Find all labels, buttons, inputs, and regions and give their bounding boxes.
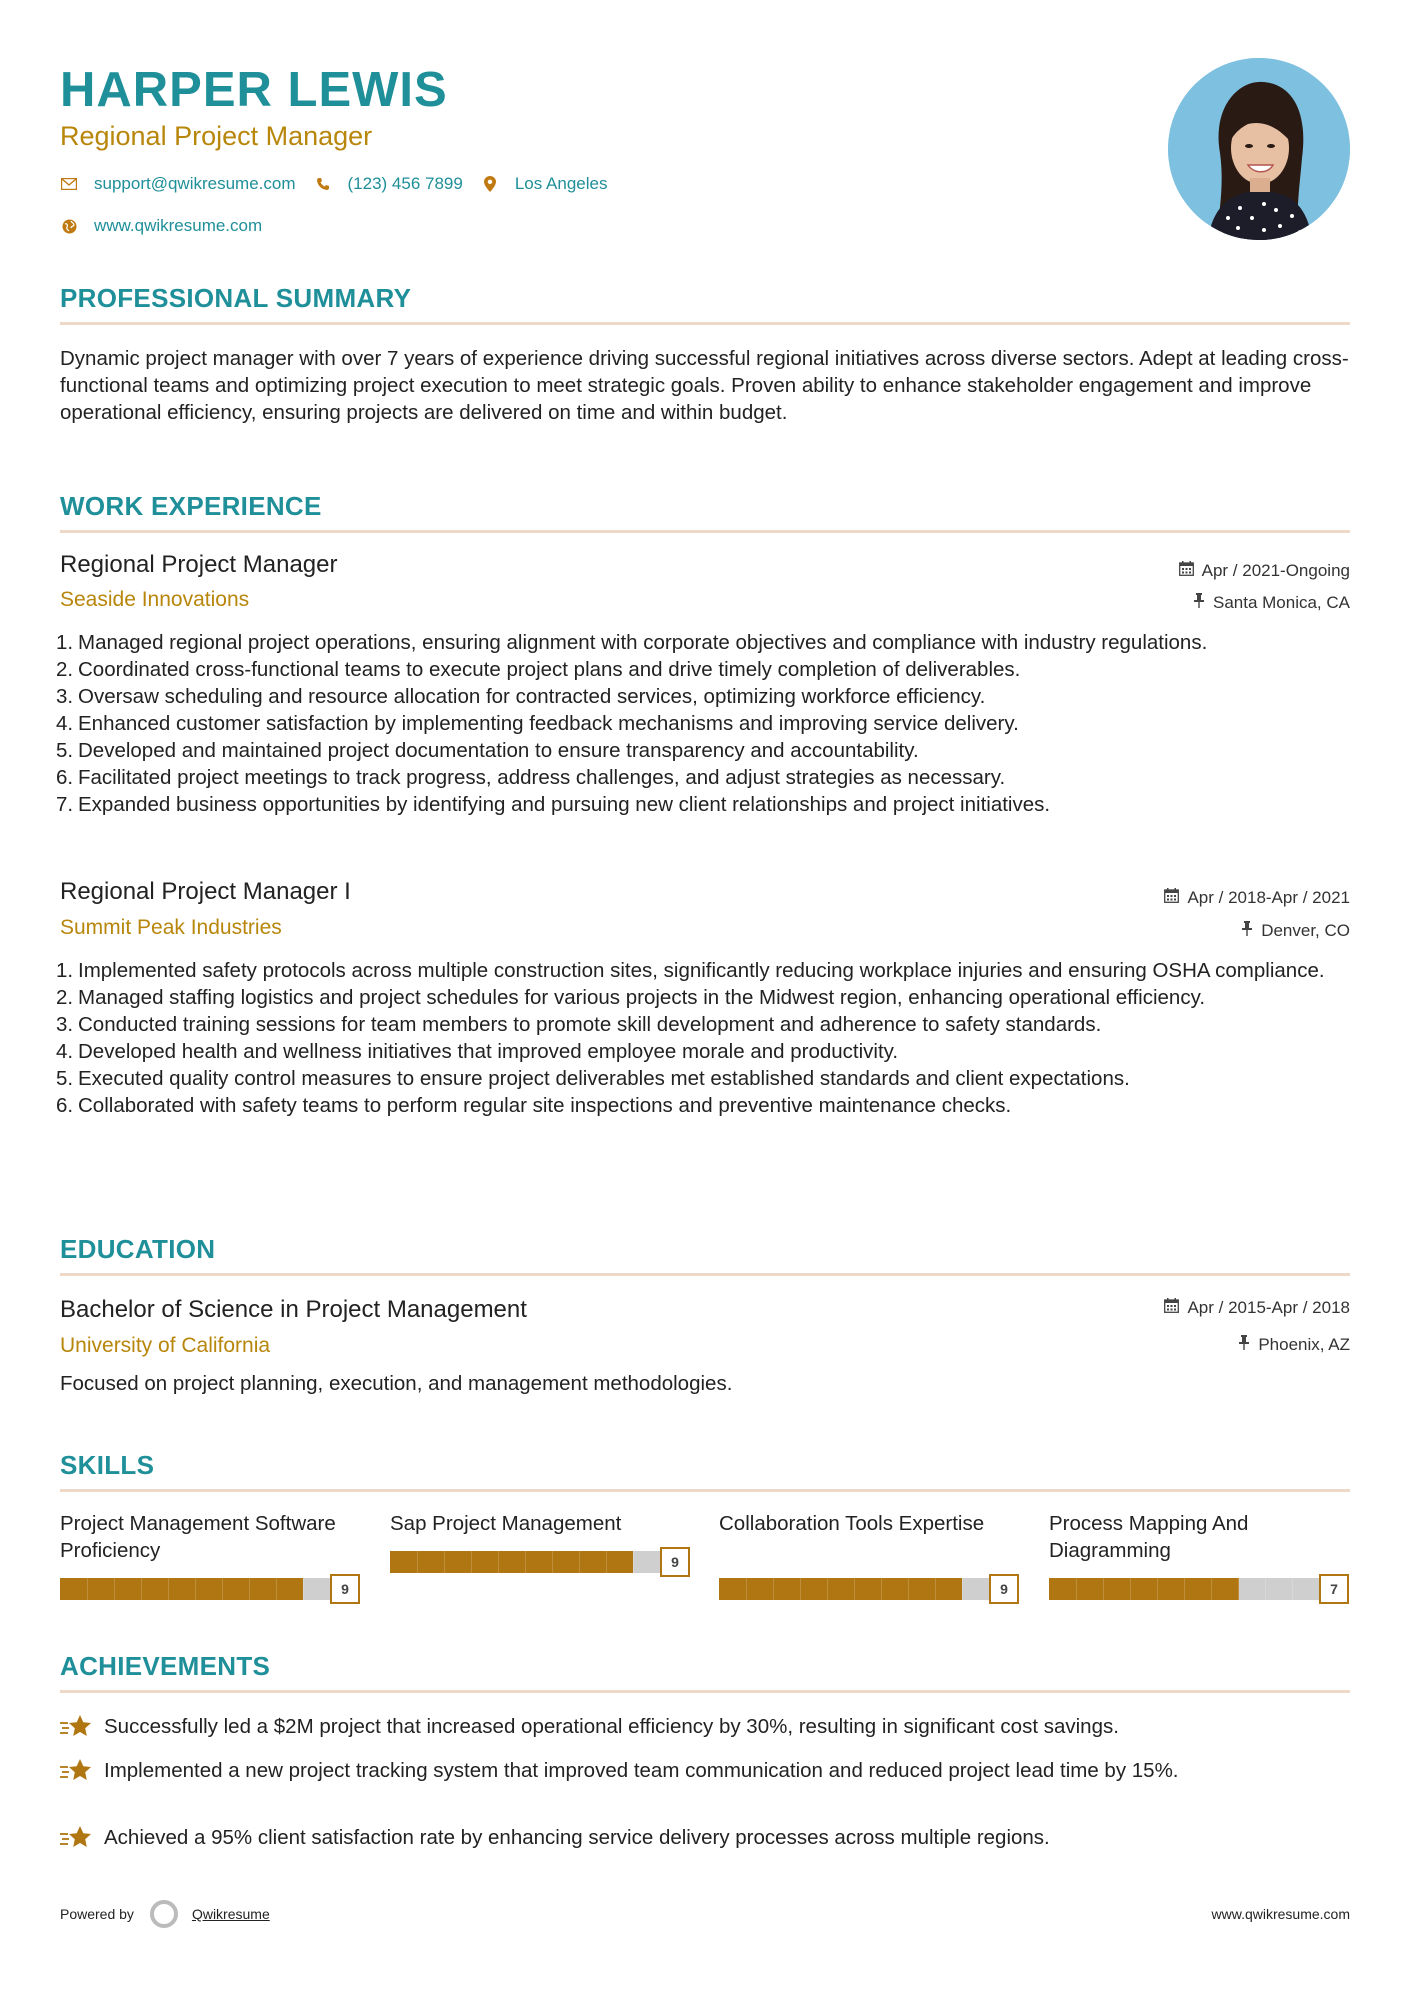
skill-level-fill	[60, 1578, 303, 1600]
education-date	[1164, 1298, 1350, 1318]
list-item: 2. Coordinated cross-functional teams to execute project plans and drive timely completion of deliverables.	[56, 658, 1021, 681]
company-name: Summit Peak Industries	[60, 916, 282, 939]
job-date-text: Apr / 2021-Ongoing	[1201, 561, 1350, 580]
achievement-text: Successfully led a $2M project that increased operational efficiency by 30%, resulting in significant cost savings.	[104, 1715, 1119, 1738]
skill-bar-segment	[935, 1578, 936, 1600]
skill-bar-segment	[579, 1551, 580, 1573]
contact-row	[60, 174, 625, 194]
calendar-icon	[1164, 888, 1179, 908]
skill-bar-segment	[854, 1578, 855, 1600]
skill-bar-segment	[773, 1578, 774, 1600]
phone-icon	[314, 175, 332, 193]
skill-level-bar	[390, 1547, 690, 1577]
star-icon	[60, 1824, 104, 1851]
powered-by-label: Powered by	[60, 1906, 134, 1922]
education-description: Focused on project planning, execution, and management methodologies.	[60, 1372, 733, 1395]
skill-bar-segment	[1265, 1578, 1266, 1600]
skill-level-badge: 9	[989, 1574, 1019, 1604]
phone-text[interactable]: (123) 456 7899	[347, 174, 463, 193]
education-location	[1238, 1335, 1350, 1355]
footer-powered-by	[60, 1900, 270, 1928]
candidate-name: HARPER LEWIS	[60, 63, 448, 117]
skill-bar-segment	[1103, 1578, 1104, 1600]
email-link[interactable]: support@qwikresume.com	[94, 174, 296, 193]
avatar	[1168, 58, 1350, 240]
skill-bar-segment	[303, 1578, 304, 1600]
calendar-icon	[1179, 561, 1194, 581]
skill-bar-segment	[276, 1578, 277, 1600]
skill-bar-segment	[962, 1578, 963, 1600]
job-title: Regional Project Manager I	[60, 878, 351, 905]
section-divider	[60, 1273, 1350, 1276]
skill-item	[1049, 1510, 1349, 1597]
education-date-text: Apr / 2015-Apr / 2018	[1187, 1298, 1350, 1317]
achievement-text: Achieved a 95% client satisfaction rate by enhancing service delivery processes across multiple regions.	[104, 1826, 1050, 1849]
job-bullets	[56, 629, 1352, 818]
job-location-text: Santa Monica, CA	[1212, 593, 1350, 612]
skill-bar-segment	[525, 1551, 526, 1573]
qwikresume-logo-icon	[150, 1900, 178, 1928]
candidate-role: Regional Project Manager	[60, 121, 373, 151]
job-title: Regional Project Manager	[60, 551, 338, 578]
skill-bar-segment	[168, 1578, 169, 1600]
skill-bar-segment	[1157, 1578, 1158, 1600]
star-icon	[60, 1713, 104, 1740]
skill-bar-segment	[141, 1578, 142, 1600]
location-text: Los Angeles	[514, 174, 608, 193]
footer-site-link[interactable]: www.qwikresume.com	[1211, 1906, 1350, 1922]
job-location	[1241, 921, 1350, 941]
list-item: 4. Developed health and wellness initiatives that improved employee morale and productivity.	[56, 1040, 899, 1063]
skill-bar-segment	[195, 1578, 196, 1600]
website-row	[60, 216, 280, 236]
list-item: 3. Oversaw scheduling and resource allocation for contracted services, optimizing workforce efficiency.	[56, 685, 986, 708]
summary-text: Dynamic project manager with over 7 years of experience driving successful regional initiatives across diverse sectors. Adept at leading cross-functional teams and optimizing project execution to meet strategic goals. Proven ability to enhance stakeholder engagement and improve operational efficiency, ensuring projects are delivered on time and within budget.	[60, 347, 1349, 424]
degree-title: Bachelor of Science in Project Management	[60, 1296, 527, 1323]
skill-bar-segment	[746, 1578, 747, 1600]
section-divider	[60, 1489, 1350, 1492]
website-link[interactable]: www.qwikresume.com	[94, 216, 263, 235]
calendar-icon	[1164, 1298, 1179, 1318]
skill-bar-segment	[800, 1578, 801, 1600]
skill-bar-segment	[1211, 1578, 1212, 1600]
job-date	[1164, 888, 1350, 908]
skill-bar-segment	[444, 1551, 445, 1573]
list-item: 3. Conducted training sessions for team members to promote skill development and adherence to safety standards.	[56, 1013, 1102, 1036]
skill-level-bar	[60, 1574, 360, 1604]
skill-bar-segment	[1076, 1578, 1077, 1600]
pin-icon	[1193, 593, 1205, 613]
list-item: 4. Enhanced customer satisfaction by implementing feedback mechanisms and improving service delivery.	[56, 712, 1019, 735]
achievement-item	[60, 1824, 1350, 1851]
skill-bar-segment	[249, 1578, 250, 1600]
skill-name: Sap Project Management	[390, 1512, 622, 1535]
skill-item	[390, 1510, 690, 1570]
school-name: University of California	[60, 1334, 271, 1357]
skill-bar-segment	[87, 1578, 88, 1600]
skill-bar-segment	[498, 1551, 499, 1573]
list-item: 1. Implemented safety protocols across multiple construction sites, significantly reducing workplace injuries and ensuring OSHA compliance.	[56, 959, 1325, 982]
skill-bar-segment	[114, 1578, 115, 1600]
skill-bar-segment	[1184, 1578, 1185, 1600]
skill-level-fill	[390, 1551, 633, 1573]
skill-level-bar	[1049, 1574, 1349, 1604]
list-item: 2. Managed staffing logistics and project schedules for various projects in the Midwest region, enhancing operational efficiency.	[56, 986, 1206, 1009]
summary-heading: PROFESSIONAL SUMMARY	[60, 283, 412, 313]
skill-name: Project Management Software Proficiency	[60, 1512, 336, 1562]
skill-item	[60, 1510, 360, 1597]
section-divider	[60, 322, 1350, 325]
skill-level-badge: 7	[1319, 1574, 1349, 1604]
skill-bar-segment	[606, 1551, 607, 1573]
pin-icon	[1238, 1335, 1250, 1355]
skill-bar-segment	[1130, 1578, 1131, 1600]
skill-bar-segment	[908, 1578, 909, 1600]
section-divider	[60, 1690, 1350, 1693]
job-location	[1193, 593, 1350, 613]
section-divider	[60, 530, 1350, 533]
skill-level-fill	[719, 1578, 962, 1600]
email-icon	[60, 175, 78, 193]
skill-bar-segment	[222, 1578, 223, 1600]
skill-bar-segment	[1238, 1578, 1239, 1600]
skills-heading: SKILLS	[60, 1450, 155, 1480]
globe-icon	[60, 217, 78, 235]
achievements-heading: ACHIEVEMENTS	[60, 1651, 271, 1681]
experience-heading: WORK EXPERIENCE	[60, 491, 322, 521]
skill-bar-segment	[471, 1551, 472, 1573]
skill-bar-segment	[417, 1551, 418, 1573]
achievement-item	[60, 1713, 1350, 1740]
skill-bar-segment	[881, 1578, 882, 1600]
job-location-text: Denver, CO	[1261, 921, 1350, 940]
company-name: Seaside Innovations	[60, 588, 250, 611]
job-date-text: Apr / 2018-Apr / 2021	[1187, 888, 1350, 907]
pin-icon	[1241, 921, 1253, 941]
list-item: 6. Facilitated project meetings to track progress, address challenges, and adjust strategies as necessary.	[56, 766, 1006, 789]
job-date	[1179, 561, 1350, 581]
skill-name: Process Mapping And Diagramming	[1049, 1512, 1249, 1562]
list-item: 1. Managed regional project operations, ensuring alignment with corporate objectives and compliance with industry regulations.	[56, 631, 1208, 654]
star-icon	[60, 1757, 104, 1784]
job-bullets	[56, 957, 1352, 1119]
list-item: 7. Expanded business opportunities by identifying and pursuing new client relationships and project initiatives.	[56, 793, 1051, 816]
achievement-text: Implemented a new project tracking system that improved team communication and reduced project lead time by 15%.	[104, 1759, 1179, 1782]
list-item: 6. Collaborated with safety teams to perform regular site inspections and preventive maintenance checks.	[56, 1094, 1012, 1117]
skill-level-badge: 9	[660, 1547, 690, 1577]
skill-item	[719, 1510, 1019, 1597]
list-item: 5. Executed quality control measures to ensure project deliverables met established standards and client expectations.	[56, 1067, 1130, 1090]
education-location-text: Phoenix, AZ	[1258, 1335, 1350, 1354]
location-pin-icon	[481, 175, 499, 193]
skill-bar-segment	[552, 1551, 553, 1573]
skill-bar-segment	[633, 1551, 634, 1573]
skill-bar-segment	[827, 1578, 828, 1600]
skill-name: Collaboration Tools Expertise	[719, 1512, 985, 1535]
brand-link[interactable]: Qwikresume	[191, 1906, 270, 1922]
skill-level-badge: 9	[330, 1574, 360, 1604]
skill-bar-segment	[1292, 1578, 1293, 1600]
achievement-item	[60, 1757, 1350, 1784]
education-heading: EDUCATION	[60, 1234, 216, 1264]
skill-level-bar	[719, 1574, 1019, 1604]
list-item: 5. Developed and maintained project documentation to ensure transparency and accountability.	[56, 739, 919, 762]
